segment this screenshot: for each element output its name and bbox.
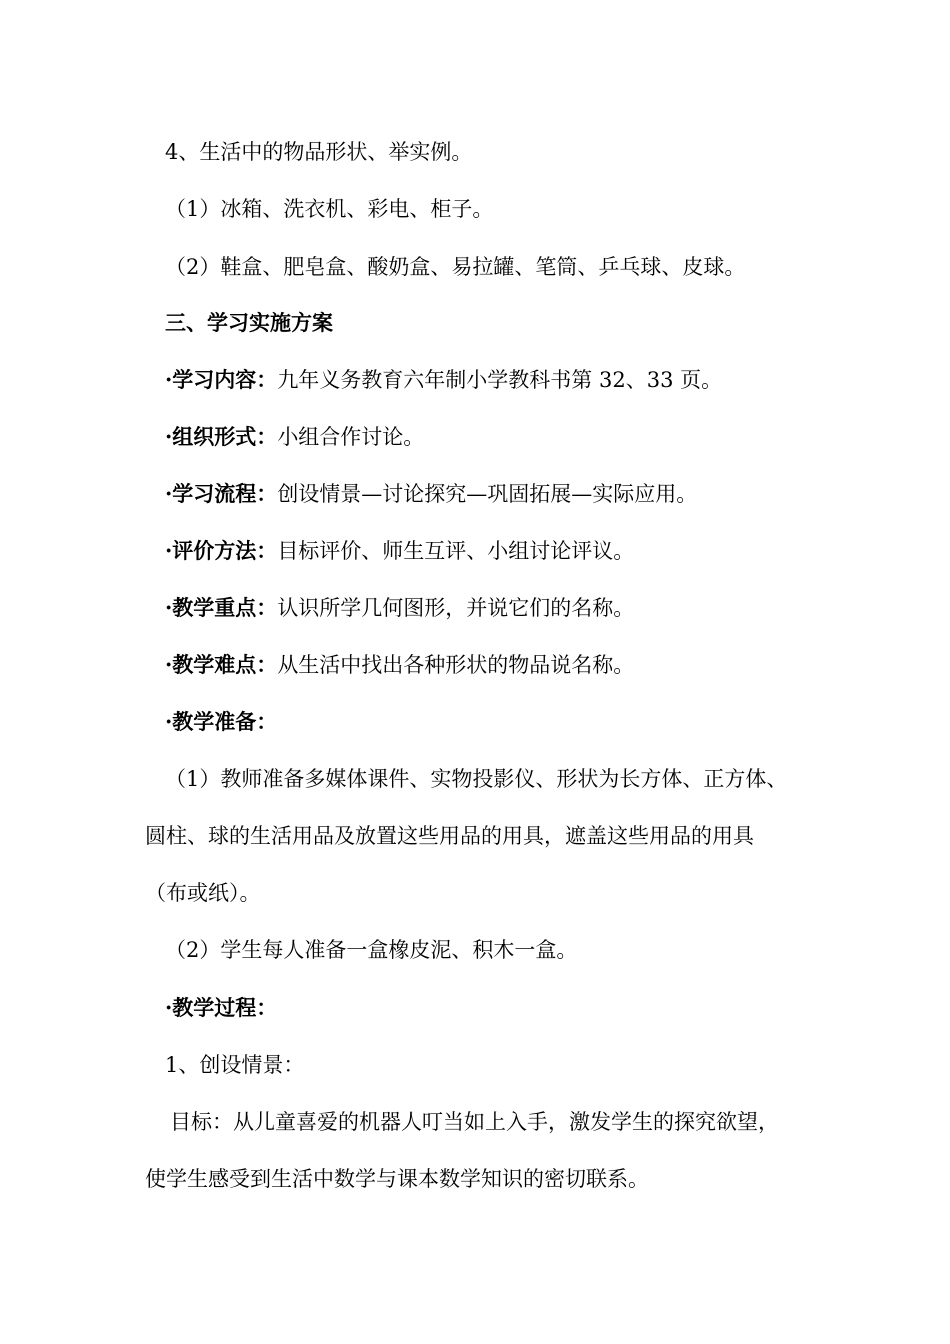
text-line: （1）教师准备多媒体课件、实物投影仪、形状为长方体、正方体、: [165, 767, 788, 791]
item-text: 九年义务教育六年制小学教科书第 32、33 页。: [277, 368, 723, 392]
item-label: ·组织形式：: [165, 424, 278, 449]
info-item: [165, 479, 855, 509]
section-heading: 三、学习实施方案: [165, 310, 333, 335]
info-item: [165, 422, 855, 452]
text-line: 使学生感受到生活中数学与课本数学知识的密切联系。: [145, 1167, 649, 1191]
item-label: ·教学重点：: [165, 595, 278, 620]
item-text: 小组合作讨论。: [277, 425, 425, 449]
item-label: ·学习内容：: [165, 367, 278, 392]
info-item: [165, 536, 855, 566]
text-line: 圆柱、球的生活用品及放置这些用品的用具，遮盖这些用品的用具: [145, 824, 754, 848]
text-line: 4、生活中的物品形状、举实例。: [165, 140, 473, 164]
text-line: 1、创设情景：: [165, 1053, 305, 1077]
info-item: [165, 593, 855, 623]
info-item: [165, 650, 855, 680]
item-text: 从生活中找出各种形状的物品说名称。: [277, 653, 635, 677]
text-line: 目标：从儿童喜爱的机器人叮当如上入手，激发学生的探究欲望，: [170, 1110, 779, 1134]
text-line: （2）学生每人准备一盒橡皮泥、积木一盒。: [165, 938, 578, 962]
process-heading: ·教学过程：: [165, 995, 278, 1020]
item-text: 目标评价、师生互评、小组讨论评议。: [277, 539, 635, 563]
item-label: ·教学难点：: [165, 652, 278, 677]
info-item: [165, 365, 855, 395]
info-item: [165, 707, 855, 737]
item-label: ·学习流程：: [165, 481, 278, 506]
item-text: 认识所学几何图形，并说它们的名称。: [277, 596, 635, 620]
text-line: （2）鞋盒、肥皂盒、酸奶盒、易拉罐、笔筒、乒乓球、皮球。: [165, 255, 746, 279]
text-line: （1）冰箱、洗衣机、彩电、柜子。: [165, 197, 494, 221]
item-label: ·教学准备：: [165, 709, 278, 734]
text-line: （布或纸）。: [145, 881, 261, 905]
item-text: 创设情景—讨论探究—巩固拓展—实际应用。: [277, 482, 698, 506]
item-label: ·评价方法：: [165, 538, 278, 563]
